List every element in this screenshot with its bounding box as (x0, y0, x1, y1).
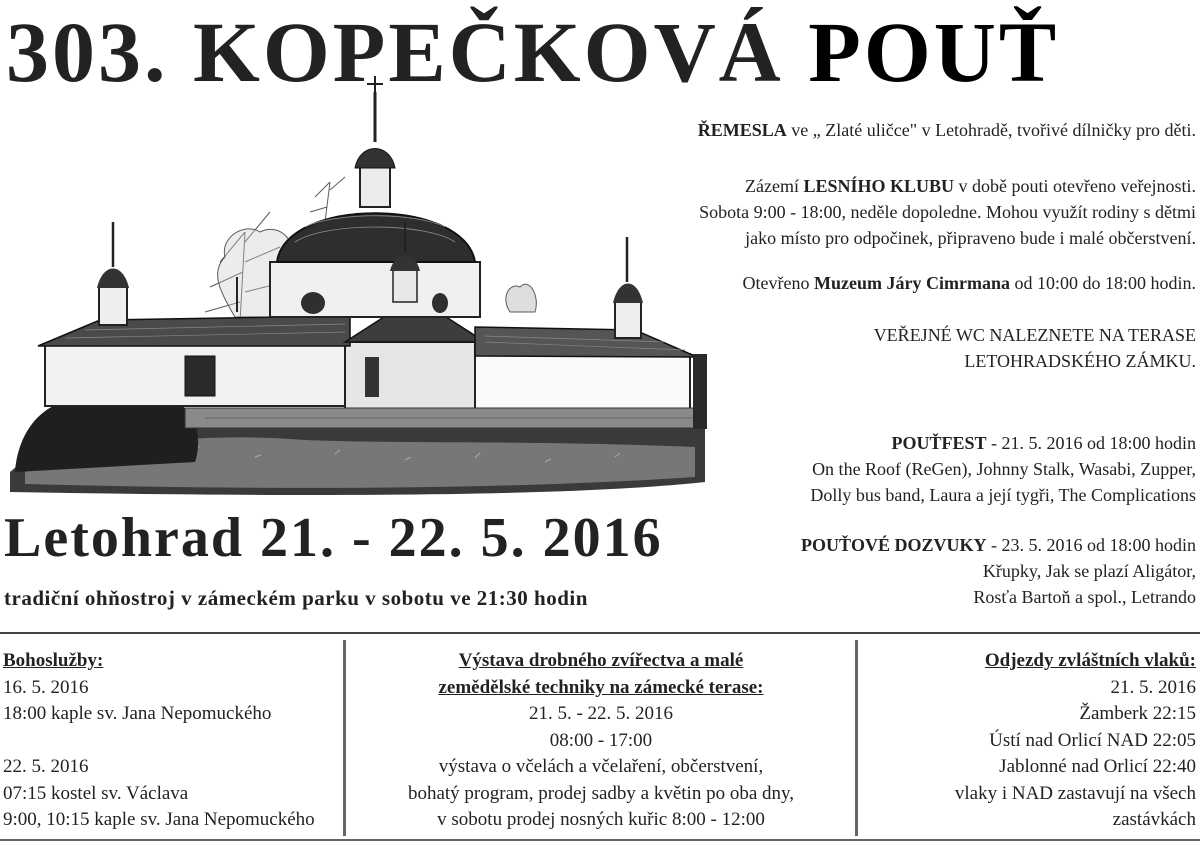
title-accent: POUŤ (808, 4, 1060, 100)
dozvuky-info (801, 532, 1196, 610)
exhibition-heading: Výstava drobného zvířectva a malé (458, 650, 744, 671)
services-entry: 9:00, 10:15 kaple sv. Jana Nepomuckého (3, 809, 315, 830)
exhibition-line: v sobotu prodej nosných kuřic 8:00 - 12:00 (437, 809, 765, 830)
crafts-label: ŘEMESLA (697, 120, 787, 140)
train-departure: Jablonné nad Orlicí 22:40 (999, 756, 1196, 777)
divider (0, 632, 1200, 634)
wc-line1: VEŘEJNÉ WC NALEZNETE NA TERASE (873, 325, 1196, 345)
poutfest-info (810, 430, 1196, 508)
exhibition-time: 08:00 - 17:00 (549, 729, 653, 751)
poutfest-heading: POUŤFEST - 21. 5. 2016 od 18:00 hodin (891, 433, 1196, 453)
services-column (3, 648, 339, 834)
exhibition-column (350, 648, 852, 834)
exhibition-heading: zemědělské techniky na zámecké terase: (438, 676, 764, 698)
services-date: 16. 5. 2016 (3, 676, 89, 698)
forest-club-line3: jako místo pro odpočinek, připraveno bude i malé občerstvení. (745, 228, 1196, 248)
crafts-text: ve „ Zlaté uličce" v Letohradě, tvořivé dílničky pro děti. (786, 120, 1196, 140)
dozvuky-heading: POUŤOVÉ DOZVUKY - 23. 5. 2016 od 18:00 hodin (800, 535, 1196, 555)
museum-info: Otevřeno Muzeum Járy Cimrmana od 10:00 do 18:00 hodin. (742, 273, 1196, 293)
dozvuky-line2: Křupky, Jak se plazí Aligátor, (982, 561, 1196, 581)
museum-name: Muzeum Járy Cimrmana (814, 273, 1010, 293)
divider (343, 640, 346, 836)
trains-note: vlaky i NAD zastavují na všech (954, 782, 1196, 804)
forest-club-info (699, 173, 1196, 251)
exhibition-dates: 21. 5. - 22. 5. 2016 (528, 703, 674, 724)
services-date: 22. 5. 2016 (3, 756, 89, 777)
trains-column (862, 648, 1196, 834)
trains-date: 21. 5. 2016 (1110, 676, 1196, 698)
trains-heading: Odjezdy zvláštních vlaků: (984, 650, 1196, 671)
crafts-info (698, 117, 1196, 143)
divider (0, 839, 1200, 841)
title-main: KOPEČKOVÁ (193, 4, 784, 100)
fireworks-info: tradiční ohňostroj v zámeckém parku v sobotu ve 21:30 hodin (4, 586, 588, 610)
exhibition-line: výstava o včelách a včelaření, občerstvení, (438, 756, 764, 777)
forest-club-line2: Sobota 9:00 - 18:00, neděle dopoledne. Mohou využít rodiny s dětmi (699, 202, 1196, 222)
services-entry: 18:00 kaple sv. Jana Nepomuckého (3, 703, 272, 724)
trains-note: zastávkách (1112, 809, 1196, 830)
train-departure: Ústí nad Orlicí NAD 22:05 (989, 729, 1196, 751)
wc-info (874, 322, 1196, 374)
dozvuky-line3: Rosťa Bartoň a spol., Letrando (973, 587, 1196, 607)
chapel-illustration (5, 72, 710, 497)
wc-line2: LETOHRADSKÉHO ZÁMKU. (964, 351, 1196, 371)
event-location-date: Letohrad 21. - 22. 5. 2016 (4, 507, 663, 569)
exhibition-line: bohatý program, prodej sadby a květin po oba dny, (407, 782, 795, 804)
train-departure: Žamberk 22:15 (1079, 703, 1196, 724)
poutfest-line2: On the Roof (ReGen), Johnny Stalk, Wasabi, Zupper, (812, 459, 1196, 479)
title-number: 303. (6, 4, 169, 100)
forest-club-line1: Zázemí LESNÍHO KLUBU v době pouti otevřeno veřejnosti. (745, 176, 1196, 196)
poutfest-line3: Dolly bus band, Laura a její tygři, The Complications (810, 485, 1196, 505)
services-entry: 07:15 kostel sv. Václava (3, 782, 189, 804)
services-heading: Bohoslužby: (3, 650, 104, 671)
divider (855, 640, 858, 836)
